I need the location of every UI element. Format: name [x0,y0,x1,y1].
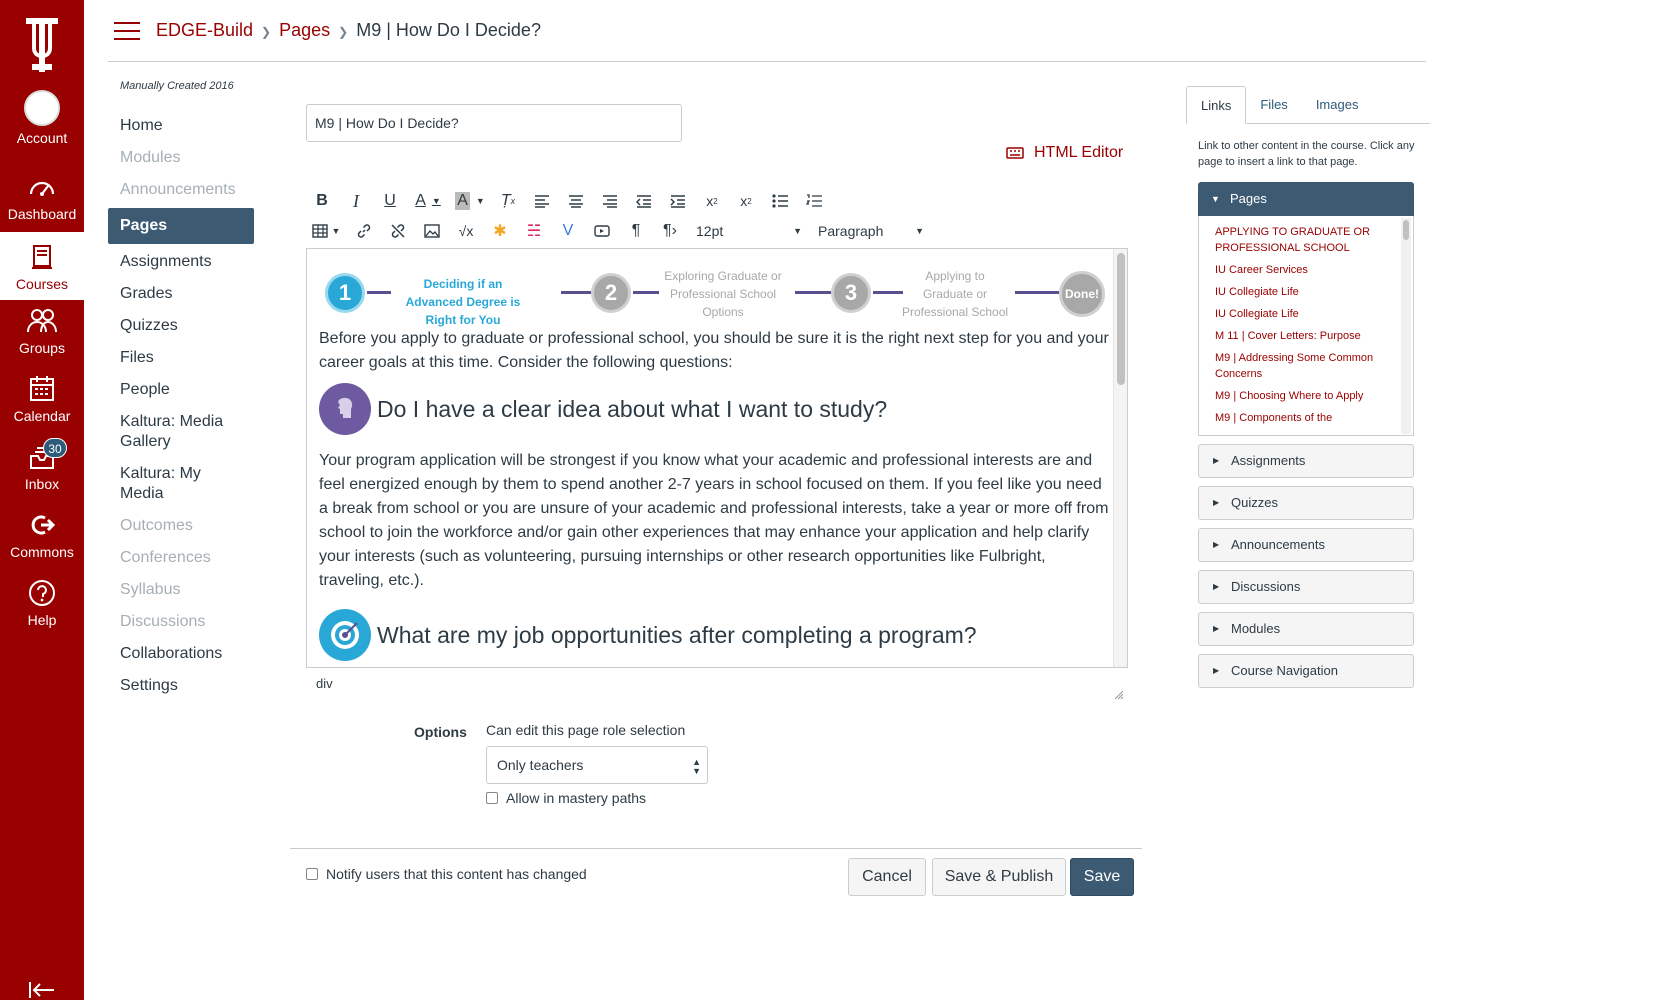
nav-dashboard[interactable] [0,170,84,222]
accordion-pages[interactable] [1198,182,1414,216]
indent-icon [670,194,686,208]
table-button[interactable]: ▼ [306,217,346,245]
accordion-modules[interactable] [1198,612,1414,646]
page-link[interactable]: M9 | Components of the [1215,412,1333,424]
accordion-pages-label: Pages [1230,191,1267,206]
course-nav-announcements[interactable]: Announcements [120,181,236,198]
media-tool-icon[interactable]: ☵ [526,223,542,240]
course-nav-grades[interactable]: Grades [120,285,173,302]
courses-icon [27,240,57,274]
save-button[interactable]: Save [1070,858,1134,896]
iu-logo[interactable] [0,8,84,80]
nav-courses-label: Courses [15,276,69,292]
align-center-icon [568,194,584,208]
sidebar-hint: Link to other content in the course. Click any page to insert a link to that page. [1198,140,1415,168]
editing-roles-select[interactable] [486,746,708,784]
nav-inbox-label: Inbox [24,476,60,492]
page-title-input[interactable]: M9 | How Do I Decide? [306,104,682,142]
italic-button[interactable]: I [353,190,359,211]
nav-account-label: Account [16,130,68,146]
course-nav-discussions[interactable]: Discussions [120,613,206,630]
breadcrumb-pages[interactable]: Pages [279,20,331,40]
underline-button[interactable]: U [384,192,396,209]
question-1-body: Your program application will be strongest if you know what your academic and professional interests are and feel energized enough by them to spend another 2-7 years in school focused on them. If you feel like you need a break from school or you are unsure of your academic and professional interests, take a year or more off from school to join the workforce and/or gain other experiences that may enhance your application and help clarify your interests (such as volunteering, pursuing internships or other research opportunities like Fulbright, traveling, etc.). [319,452,1109,589]
font-size-select[interactable] [688,217,802,245]
resize-grip-icon[interactable] [1114,690,1124,700]
accordion-course-navigation[interactable] [1198,654,1414,688]
step-circle-1: 1 [325,273,365,313]
progress-steps [319,259,1109,327]
course-term: Manually Created 2016 [120,80,234,92]
notify-checkbox[interactable] [306,868,318,880]
html-editor-toggle[interactable] [1006,144,1123,162]
nav-account[interactable] [0,90,84,146]
video-icon [594,224,610,238]
select-arrows-icon: ▲ ▼ [692,757,701,776]
caret-right-icon: ▶ [1213,498,1220,507]
role-selection-description: Can edit this page role selection [486,722,686,738]
tab-links[interactable]: Links [1186,86,1246,124]
course-nav-files[interactable]: Files [120,349,154,366]
pages-list-scrollbar[interactable] [1401,218,1411,434]
accordion-label: Assignments [1231,453,1306,468]
notify-option [306,866,587,882]
accordion-discussions[interactable] [1198,570,1414,604]
accordion-label: Announcements [1231,537,1325,552]
course-nav-quizzes[interactable]: Quizzes [120,317,178,334]
mastery-paths-option [486,790,646,806]
form-divider [290,848,1142,849]
breadcrumb-course[interactable]: EDGE-Build [156,20,254,40]
step-circle-3: 3 [831,273,871,313]
text-color-button[interactable]: A ▼ [415,192,441,209]
nav-groups[interactable] [0,304,84,356]
accordion-label: Discussions [1231,579,1301,594]
page-link[interactable]: M 11 | Cover Letters: Purpose [1215,330,1361,342]
nav-groups-label: Groups [19,340,65,356]
tab-files[interactable]: Files [1260,97,1288,112]
step-connector [633,291,659,294]
unlink-icon [390,223,406,239]
indent-button[interactable] [662,187,694,215]
dashboard-icon [27,170,57,204]
step-circle-2: 2 [591,273,631,313]
page-link[interactable]: M9 | Choosing Where to Apply [1215,390,1364,402]
outdent-icon [636,194,652,208]
subscript-button[interactable]: x 2 [740,193,752,209]
nav-calendar-label: Calendar [13,408,71,424]
intro-paragraph: Before you apply to graduate or professional school, you should be sure it is the right next step for you and your career goals at this time. Consider the following questions: [319,330,1109,371]
course-nav-pages[interactable]: Pages [108,208,254,244]
breadcrumb-current: M9 | How Do I Decide? [356,20,541,40]
numbered-list-icon [806,194,822,208]
accordion-label: Modules [1231,621,1281,636]
chevron-right-icon: ❯ [338,25,349,39]
table-icon [312,224,328,238]
avatar [24,90,60,126]
question-1-text: Do I have a clear idea about what I want to study? [377,396,888,422]
bullet-list-button[interactable] [764,187,796,215]
keyboard-icon [1006,146,1024,160]
course-nav-collaborations[interactable]: Collaborations [120,645,223,662]
caret-right-icon: ▶ [1213,624,1220,633]
calendar-icon [27,372,57,406]
link-icon [356,223,372,239]
block-format-select[interactable] [810,217,924,245]
html-editor-label: HTML Editor [1034,144,1124,161]
mastery-paths-label: Allow in mastery paths [506,790,647,806]
course-nav-modules[interactable]: Modules [120,149,181,166]
page-link[interactable]: APPLYING TO GRADUATE OR PROFESSIONAL SCHOOL [1215,226,1371,254]
step-circle-done: Done! [1059,271,1105,317]
step-connector [1015,291,1059,294]
breadcrumb [156,20,541,41]
background-color-button[interactable]: A ▼ [457,192,485,209]
groups-icon [25,304,59,338]
nav-help-label: Help [27,612,57,628]
step-connector [367,291,391,294]
page-link[interactable]: IU Career Services [1215,264,1308,276]
course-nav-kaltura-gallery[interactable]: Kaltura: Media Gallery [120,413,224,450]
content-sidebar [1186,86,1430,688]
align-right-button[interactable] [594,187,626,215]
align-center-button[interactable] [560,187,592,215]
editor-element-path[interactable]: div [316,676,333,691]
accordion-label: Course Navigation [1231,663,1338,678]
accordion-assignments[interactable] [1198,444,1414,478]
lti-tool-icon[interactable]: ✱ [493,223,507,240]
target-icon [319,609,371,661]
collapse-nav-icon[interactable] [28,980,56,1000]
page-link[interactable]: IU Collegiate Life [1215,308,1299,320]
nav-commons[interactable] [0,508,84,560]
cancel-button[interactable]: Cancel [848,858,926,896]
question-2-heading [319,609,1109,661]
v-tool-icon[interactable]: V [562,222,574,239]
pages-list [1198,216,1414,436]
caret-down-icon: ▼ [1211,194,1220,204]
course-navigation [108,80,254,702]
course-nav-home[interactable]: Home [120,117,163,134]
step-connector [795,291,831,294]
unlink-button[interactable] [382,217,414,245]
page-link[interactable]: IU Collegiate Life [1215,286,1299,298]
chevron-down-icon: ▼ [793,226,802,236]
superscript-button[interactable]: x 2 [706,193,718,209]
nav-courses[interactable] [0,232,84,300]
page-link[interactable]: M9 | Addressing Some Common Concerns [1215,352,1374,380]
nav-dashboard-label: Dashboard [7,206,77,222]
step-connector [561,291,591,294]
tab-images[interactable]: Images [1315,97,1359,112]
font-size-value: 12pt [696,223,724,239]
page-header [108,0,1426,62]
step-label-3: Applying to Graduate or Professional School [901,269,1009,319]
block-format-value: Paragraph [818,223,884,239]
nav-help[interactable] [0,576,84,628]
caret-right-icon: ▶ [1213,456,1220,465]
accordion-quizzes[interactable] [1198,486,1414,520]
help-icon [27,576,57,610]
head-silhouette-icon [319,383,371,435]
course-nav-syllabus[interactable]: Syllabus [120,581,181,598]
accordion-label: Quizzes [1231,495,1278,510]
commons-icon [27,508,57,542]
editor-scrollbar[interactable] [1113,249,1127,667]
align-left-icon [534,194,550,208]
rtl-button[interactable]: ¶› [663,222,677,239]
sidebar-tabs [1186,86,1430,124]
course-nav-assignments[interactable]: Assignments [120,253,212,270]
step-label-1: Deciding if an Advanced Degree is Right for You [405,277,521,327]
accordion-announcements[interactable] [1198,528,1414,562]
image-button[interactable] [416,217,448,245]
bullet-list-icon [772,194,788,208]
align-left-button[interactable] [526,187,558,215]
editor-content[interactable] [319,259,1109,668]
mastery-paths-checkbox[interactable] [486,792,498,804]
nav-calendar[interactable] [0,372,84,424]
course-nav-settings[interactable]: Settings [120,677,178,694]
course-nav-people[interactable]: People [120,381,170,398]
caret-right-icon: ▶ [1213,540,1220,549]
editing-roles-value: Only teachers [497,757,584,773]
numbered-list-button[interactable] [798,187,830,215]
course-nav-outcomes[interactable]: Outcomes [120,517,193,534]
inbox-badge: 30 [43,438,67,458]
course-nav-kaltura-media[interactable]: Kaltura: My Media [120,465,201,502]
question-2-text: What are my job opportunities after completing a program? [377,622,977,648]
link-button[interactable] [348,217,380,245]
caret-right-icon: ▶ [1213,582,1220,591]
options-label: Options [414,724,467,740]
chevron-down-icon: ▼ [915,226,924,236]
chevron-right-icon: ❯ [261,25,272,39]
record-media-button[interactable] [586,217,618,245]
outdent-button[interactable] [628,187,660,215]
rich-text-editor[interactable] [306,248,1128,668]
question-1-heading [319,383,1109,435]
rich-text-toolbar [306,186,1128,246]
align-right-icon [602,194,618,208]
notify-label: Notify users that this content has changed [326,866,587,882]
save-publish-button[interactable]: Save & Publish [932,858,1066,896]
global-navigation [0,0,84,1000]
ltr-button[interactable]: ¶ [631,222,641,239]
course-nav-conferences[interactable]: Conferences [120,549,211,566]
equation-button[interactable]: √x [458,223,474,239]
nav-commons-label: Commons [10,544,74,560]
step-label-2: Exploring Graduate or Professional School Options [664,269,782,319]
clear-formatting-button[interactable]: Ṭ x [500,192,516,209]
course-menu-toggle[interactable] [114,22,140,42]
caret-right-icon: ▶ [1213,666,1220,675]
nav-inbox[interactable] [0,440,84,492]
bold-button[interactable]: B [316,192,328,209]
image-icon [424,224,440,238]
